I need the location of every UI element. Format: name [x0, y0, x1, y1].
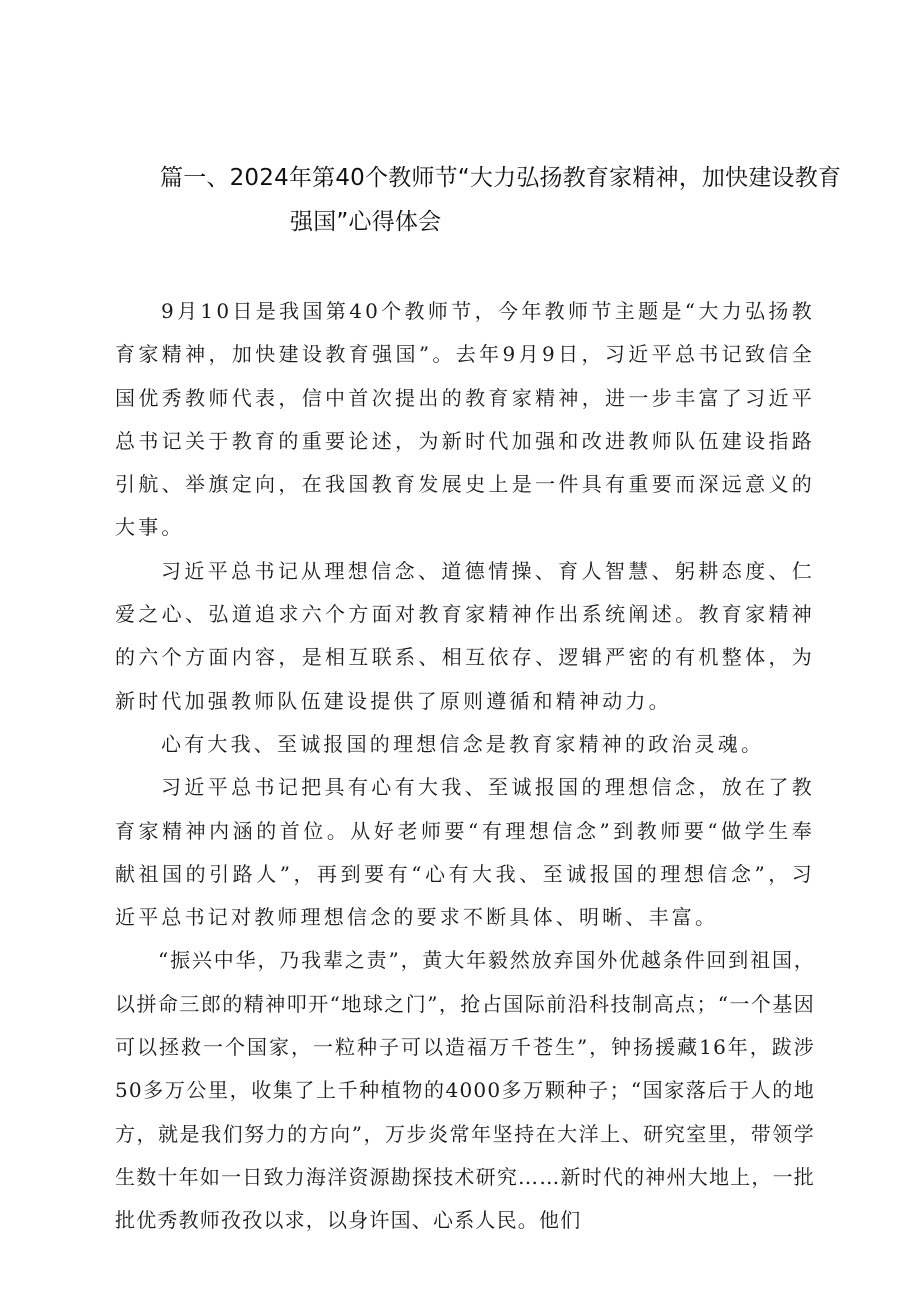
- document-title: [160, 156, 850, 244]
- paragraph-1: 9月10日是我国第40个教师节，今年教师节主题是“大力弘扬教育家精神，加快建设教育强国”。去年9月9日，习近平总书记致信全国优秀教师代表，信中首次提出的教育家精神，进一步丰富了习近平总书记关于教育的重要论述，为新时代加强和改进教师队伍建设指路引航、举旗定向，在我国教育发展史上是一件具有重要而深远意义的大事。: [115, 299, 815, 540]
- document-body: [115, 290, 815, 1243]
- paragraph-4: 习近平总书记把具有心有大我、至诚报国的理想信念，放在了教育家精神内涵的首位。从好老师要“有理想信念”到教师要“做学生奉献祖国的引路人”，再到要有“心有大我、至诚报国的理想信念”，习近平总书记对教师理想信念的要求不断具体、明晰、丰富。: [115, 775, 815, 930]
- paragraph-3: 心有大我、至诚报国的理想信念是教育家精神的政治灵魂。: [161, 731, 765, 756]
- paragraph-5: “振兴中华，乃我辈之责”，黄大年毅然放弃国外优越条件回到祖国，以拼命三郎的精神叩开“地球之门”，抢占国际前沿科技制高点；“一个基因可以拯救一个国家，一粒种子可以造福万千苍生”，钟扬援藏16年，跋涉50多万公里，收集了上千种植物的4000多万颗种子；“国家落后于人的地方，就是我们努力的方向”，万步炎常年坚持在大洋上、研究室里，带领学生数十年如一日致力海洋资源勘探技术研究……新时代的神州大地上，一批批优秀教师孜孜以求，以身许国、心系人民。他们: [115, 948, 815, 1233]
- paragraph-2: 习近平总书记从理想信念、道德情操、育人智慧、躬耕态度、仁爱之心、弘道追求六个方面对教育家精神作出系统阐述。教育家精神的六个方面内容，是相互联系、相互依存、逻辑严密的有机整体，为新时代加强教师队伍建设提供了原则遵循和精神动力。: [115, 558, 815, 713]
- title-line-2: 强国”心得体会: [290, 209, 442, 235]
- title-line-1: 篇一、2024年第40个教师节“大力弘扬教育家精神，加快建设教育: [160, 165, 842, 191]
